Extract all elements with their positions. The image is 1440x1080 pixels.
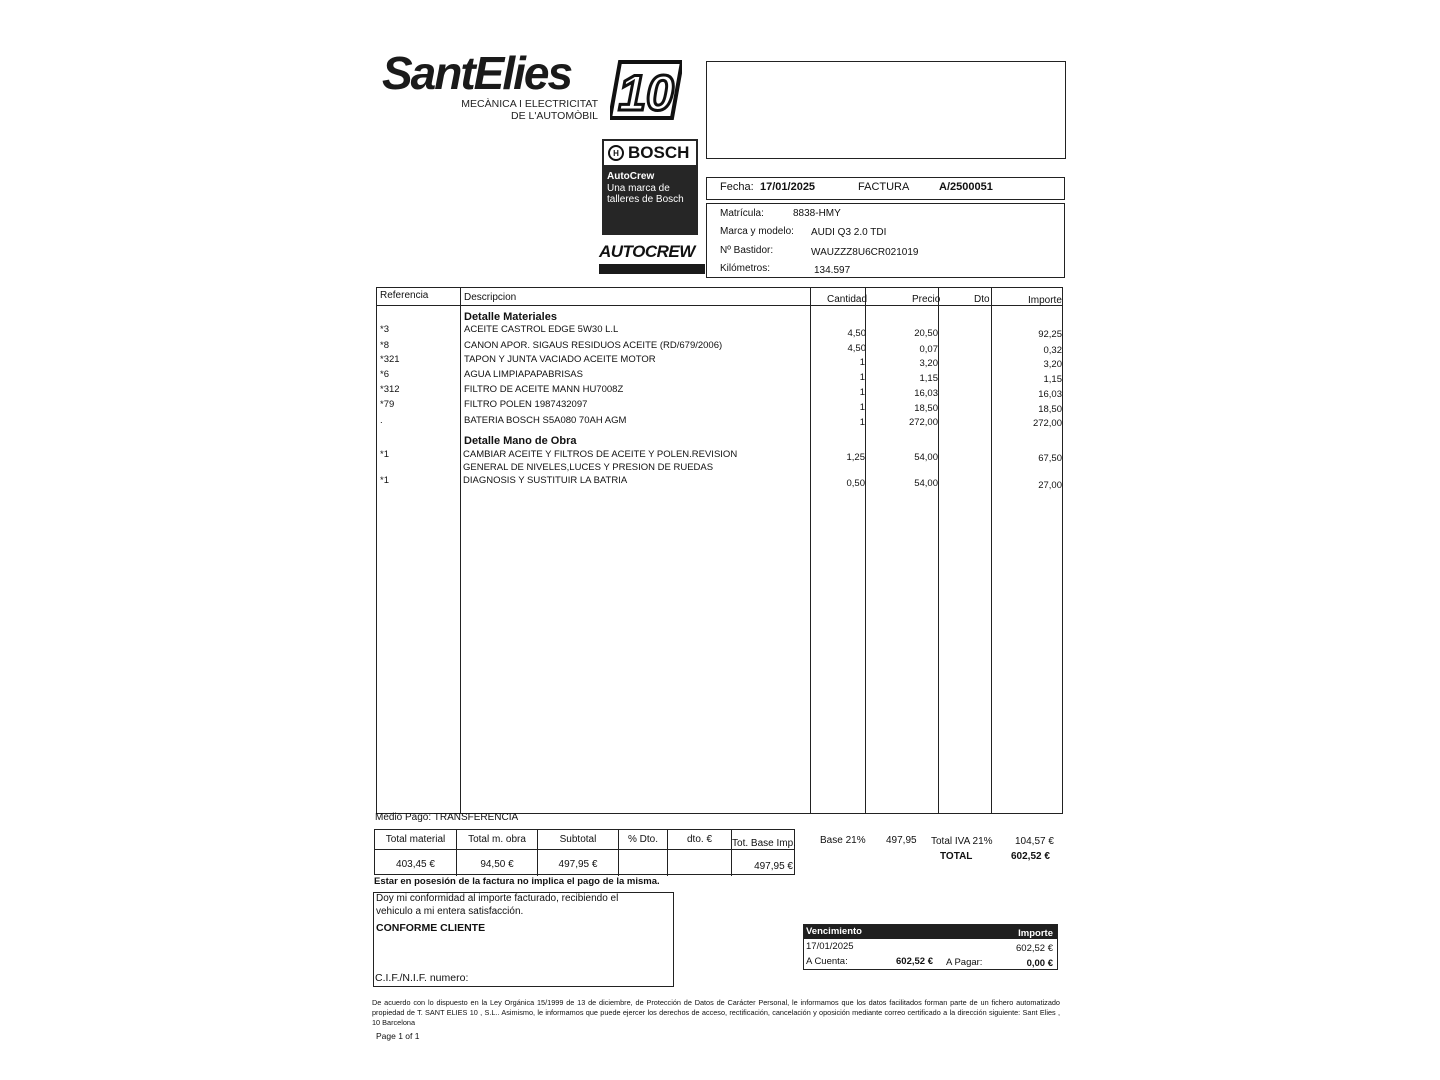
bastidor-value: WAUZZZ8U6CR021019 [811,247,919,258]
col-precio: Precio [912,294,941,305]
table-row: *1 CAMBIAR ACEITE Y FILTROS DE ACEITE Y POLEN.REVISION GENERAL DE NIVELES,LUCES Y PRESION DE RUEDAS 1,25 54,00 67,50 [380,449,1062,473]
col-cantidad: Cantidad [827,294,868,305]
invoice-date: 17/01/2025 [760,181,816,193]
customer-address-box [706,61,1066,159]
table-row: *3 ACEITE CASTROL EDGE 5W30 L.L 4,50 20,50 92,25 [380,324,1062,340]
due-amount: 602,52 € [1016,943,1053,954]
table-row: *6 AGUA LIMPIAPAPABRISAS 1 1,15 1,15 [380,369,1062,385]
bosch-label: BOSCH [628,143,690,162]
company-logo-text: SantElies [382,47,572,99]
due-date-box: Vencimiento Importe 17/01/2025 602,52 € A Cuenta: 602,52 € A Pagar: 0,00 € [803,924,1058,970]
table-row: *321 TAPON Y JUNTA VACIADO ACEITE MOTOR 1 3,20 3,20 [380,354,1062,370]
table-row: *312 FILTRO DE ACEITE MANN HU7008Z 1 16,03 16,03 [380,384,1062,400]
km-value: 134.597 [814,265,851,276]
modelo-label: Marca y modelo: [720,226,794,237]
iva-label: Total IVA 21% [931,836,993,847]
dto-pct-cell: % Dto. [618,830,667,876]
total-mano-obra-cell: Total m. obra 94,50 € [456,830,537,876]
autocrew-title: AutoCrew [607,171,655,182]
totals-table [374,829,795,875]
km-label: Kilómetros: [720,263,771,274]
a-pagar-value: 0,00 € [1026,958,1053,969]
table-row: *1 DIAGNOSIS Y SUSTITUIR LA BATRIA 0,50 54,00 27,00 [380,475,1062,491]
modelo-value: AUDI Q3 2.0 TDI [811,227,887,238]
payment-notice: Estar en posesión de la factura no implica el pago de la misma. [374,876,660,887]
bosch-autocrew-badge [602,139,698,235]
page-number: Page 1 of 1 [376,1031,420,1041]
svg-text:10: 10 [618,65,674,120]
invoice-type: FACTURA [858,181,910,193]
col-importe: Importe [1028,295,1062,306]
table-row: *8 CANON APOR. SIGAUS RESIDUOS ACEITE (RD/679/2006) 4,50 0,07 0,32 [380,340,1062,356]
due-date: 17/01/2025 [806,941,854,952]
base-value: 497,95 [886,835,917,846]
autocrew-logo: AUTOCREW [599,240,705,274]
nif-label: C.I.F./N.I.F. numero: [375,972,469,984]
section-mano-obra: Detalle Mano de Obra [464,435,577,447]
conforme-cliente: CONFORME CLIENTE [376,922,486,934]
base-imponible-cell: Tot. Base Imp. 497,95 € [731,830,796,876]
company-logo-number [610,60,682,120]
dto-amount-cell: dto. € [667,830,731,876]
base-label: Base 21% [820,835,866,846]
iva-value: 104,57 € [1015,836,1054,847]
company-tagline: MECÀNICA I ELECTRICITAT DE L'AUTOMÒBIL [461,98,598,122]
customer-conformity-box: Doy mi conformidad al importe facturado, recibiendo el vehiculo a mi entera satisfacción. CONFORME CLIENTE C.I.F./N.I.F. numero: [373,892,674,987]
bastidor-label: Nº Bastidor: [720,245,774,256]
total-material-cell: Total material 403,45 € [385,834,446,870]
col-descripcion: Descripcion [464,292,517,303]
invoice-header-box [706,177,1065,200]
table-row: . BATERIA BOSCH S5A080 70AH AGM 1 272,00 272,00 [380,415,1062,429]
subtotal-cell: Subtotal 497,95 € [537,830,618,876]
payment-method: Medio Pago: TRANSFERENCIA [375,812,519,823]
invoice-lines-table [376,287,1063,814]
invoice-number: A/2500051 [939,181,993,193]
matricula-value: 8838-HMY [793,208,841,219]
table-row: *79 FILTRO POLEN 1987432097 1 18,50 18,50 [380,399,1062,415]
col-referencia: Referencia [380,290,429,301]
bosch-logo-icon: H [608,145,624,161]
total-label: TOTAL [940,851,973,862]
legal-notice: De acuerdo con lo dispuesto en la Ley Orgánica 15/1999 de 13 de diciembre, de Protección de Datos de Carácter Personal, le informamos que los datos facilitados forman parte de un fichero automatizado propiedad de T. SANT ELIES 10 , S.L.. Asimismo, le informamos que puede ejercer los derechos de acceso, rectificación, cancelación y oposición mediante correo certificado a la dirección siguiente: Sant Elies , 10 Barcelona [372,998,1060,1027]
fecha-label: Fecha: [720,181,754,193]
vehicle-box [706,203,1065,278]
col-dto: Dto [974,294,990,305]
a-cuenta-value: 602,52 € [896,956,933,967]
autocrew-subtitle: Una marca de talleres de Bosch [607,183,684,205]
section-materiales: Detalle Materiales [464,311,557,323]
total-value: 602,52 € [1011,851,1050,862]
matricula-label: Matrícula: [720,208,764,219]
